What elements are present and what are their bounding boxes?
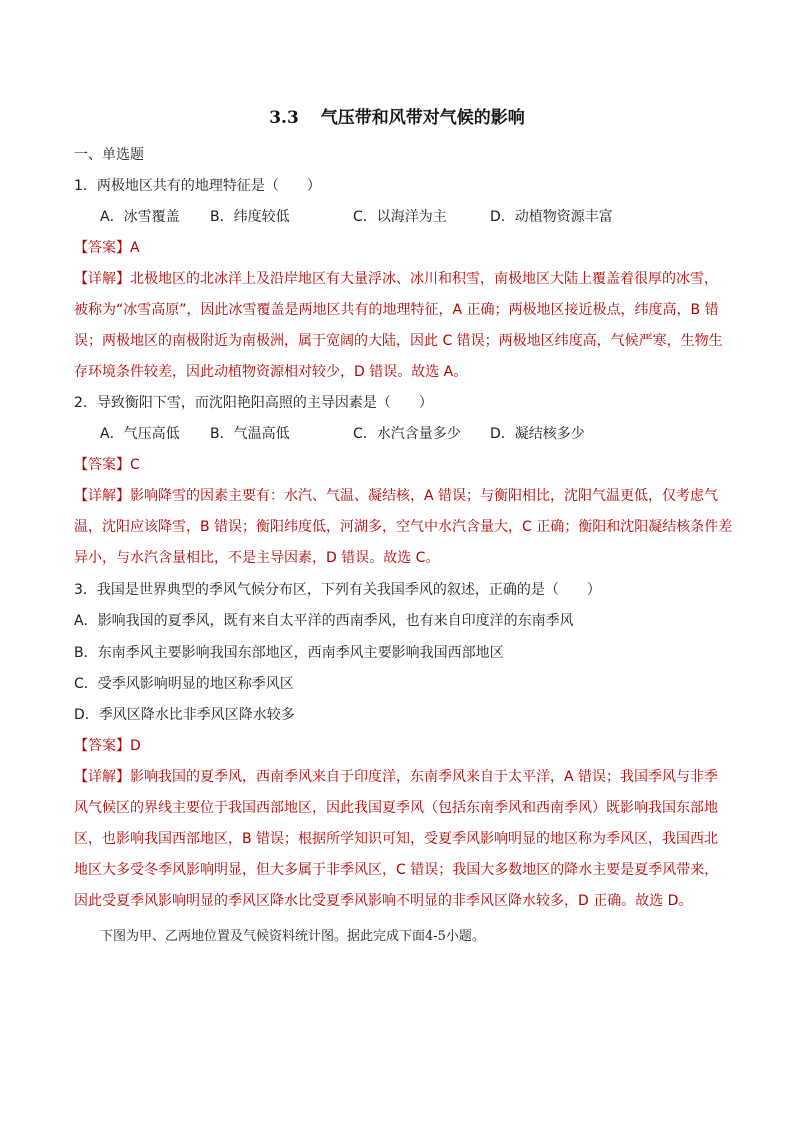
q1-detail-line: 【详解】北极地区的北冰洋上及沿岸地区有大量浮冰、冰川和积雪，南极地区大陆上覆盖着很厚的冰雪， [74, 271, 718, 287]
q1-option-b: B．纬度较低 [210, 209, 290, 225]
q3-detail-line: 【详解】影响我国的夏季风，西南季风来自于印度洋，东南季风来自于太平洋，A 错误；我国季风与非季 [74, 769, 719, 785]
q2-detail-line: 温，沈阳应该降雪，B 错误；衡阳纬度低，河湖多，空气中水汽含量大，C 正确；衡阳和沈阳凝结核条件差 [74, 519, 733, 535]
title-text: 气压带和风带对气候的影响 [320, 108, 525, 128]
q1-answer: 【答案】A [74, 240, 140, 256]
q1-stem: 1．两极地区共有的地理特征是（ ） [74, 178, 321, 194]
title-number: 3.3 [269, 108, 299, 128]
q2-option-b: B．气温高低 [210, 426, 290, 442]
q3-detail-line: 风气候区的界线主要位于我国西部地区，因此我国夏季风（包括东南季风和西南季风）既影响我国东部地 [74, 800, 718, 816]
q3-option-d: D．季风区降水比非季风区降水较多 [74, 707, 295, 723]
q3-detail-line: 地区大多受冬季风影响明显，但大多属于非季风区，C 错误；我国大多数地区的降水主要是夏季风带来， [74, 862, 719, 878]
q3-option-b: B．东南季风主要影响我国东部地区，西南季风主要影响我国西部地区 [74, 645, 504, 661]
q2-option-c: C．水汽含量多少 [353, 426, 461, 442]
material-note: 下图为甲、乙两地位置及气候资料统计图。据此完成下面4-5小题。 [100, 929, 485, 944]
q1-detail-line: 存环境条件较差，因此动植物资源相对较少，D 错误。故选 A。 [74, 364, 468, 380]
section-heading: 一、单选题 [74, 147, 144, 163]
q3-answer: 【答案】D [74, 738, 141, 754]
q1-option-a: A．冰雪覆盖 [100, 209, 180, 225]
q3-detail-line: 因此受夏季风影响明显的季风区降水比受夏季风影响不明显的非季风区降水较多，D 正确。故选 D。 [74, 893, 693, 909]
q1-option-c: C．以海洋为主 [353, 209, 447, 225]
q2-answer: 【答案】C [74, 457, 140, 473]
q1-detail-line: 被称为“冰雪高原”，因此冰雪覆盖是两地区共有的地理特征，A 正确；两极地区接近极点，纬度高，B 错 [74, 302, 719, 318]
q2-option-a: A．气压高低 [100, 426, 180, 442]
q2-stem: 2．导致衡阳下雪，而沈阳艳阳高照的主导因素是（ ） [74, 395, 433, 411]
q2-detail-line: 【详解】影响降雪的因素主要有：水汽、气温、凝结核，A 错误；与衡阳相比，沈阳气温更低，仅考虑气 [74, 488, 719, 504]
q3-option-a: A．影响我国的夏季风，既有来自太平洋的西南季风，也有来自印度洋的东南季风 [74, 613, 574, 629]
q3-stem: 3．我国是世界典型的季风气候分布区，下列有关我国季风的叙述，正确的是（ ） [74, 582, 601, 598]
q1-detail-line: 误；两极地区的南极附近为南极洲，属于宽阔的大陆，因此 C 错误；两极地区纬度高，气候严寒，生物生 [74, 333, 723, 349]
page-title [0, 103, 794, 128]
q2-option-d: D．凝结核多少 [490, 426, 585, 442]
q1-options [100, 207, 613, 227]
q2-options [100, 424, 585, 444]
q3-option-c: C．受季风影响明显的地区称季风区 [74, 676, 294, 692]
q2-detail-line: 异小，与水汽含量相比，不是主导因素，D 错误。故选 C。 [74, 550, 440, 566]
q3-detail-line: 区，也影响我国西部地区，B 错误；根据所学知识可知，受夏季风影响明显的地区称为季风区，我国西北 [74, 831, 719, 847]
q1-option-d: D．动植物资源丰富 [490, 209, 613, 225]
